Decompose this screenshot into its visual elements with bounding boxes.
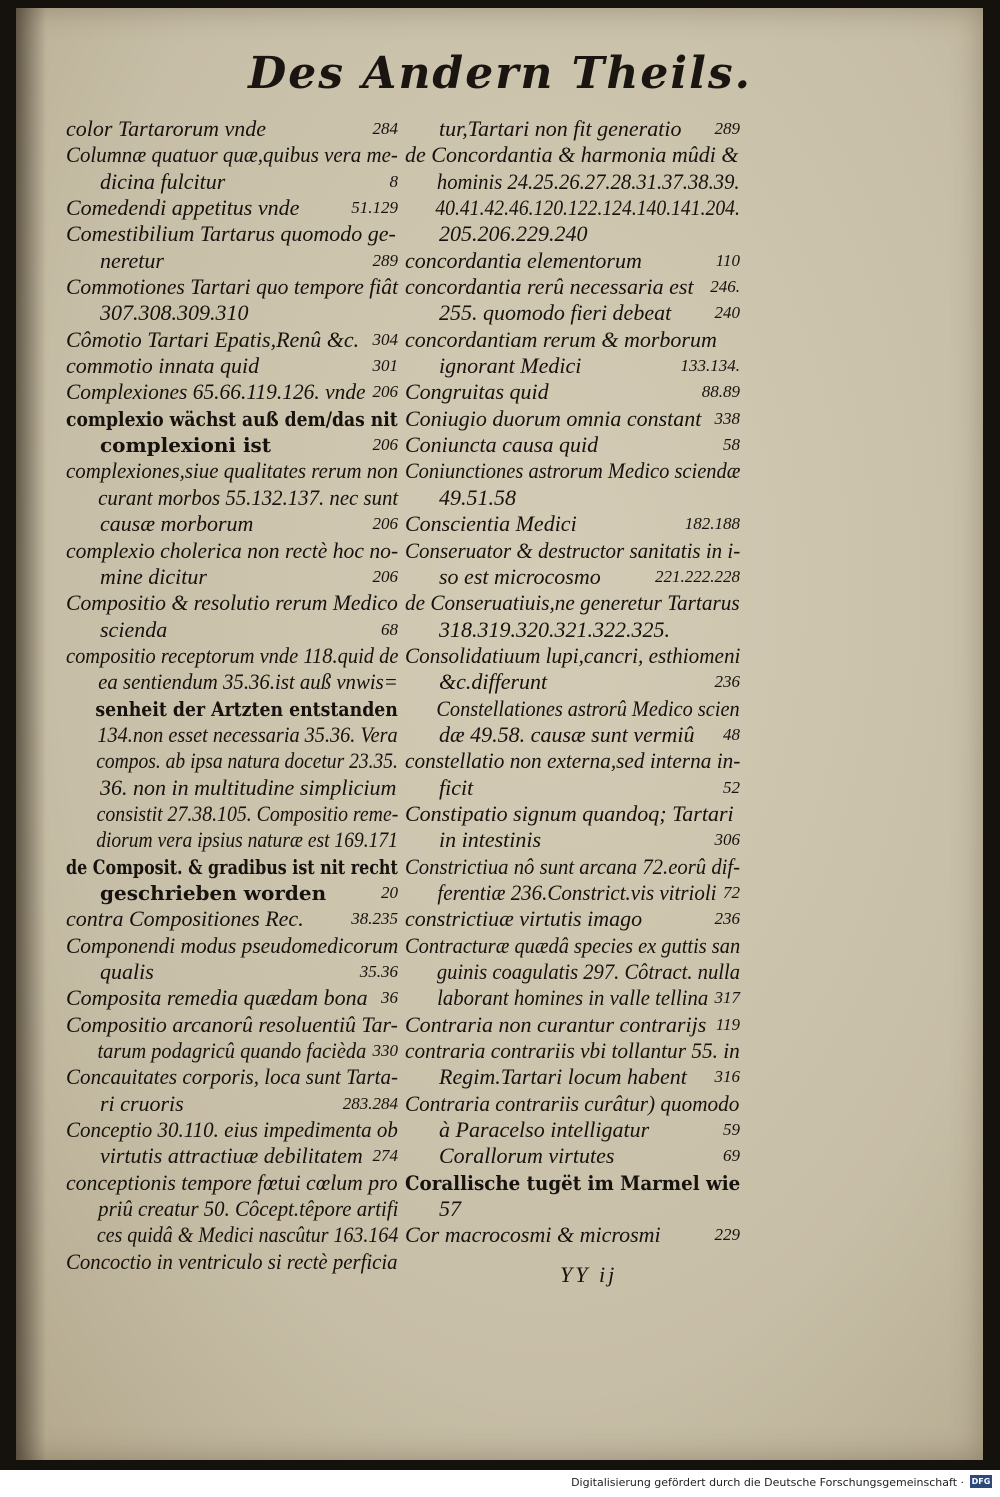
index-entry [66,880,398,906]
index-entry [405,669,740,695]
index-entry [66,985,398,1011]
index-entry [66,1064,398,1090]
index-entry-page-ref: 338 [714,408,740,428]
index-entry [405,643,740,669]
index-entry-text: in intestinis [439,827,542,853]
index-entry-page-ref: 8 [389,171,398,191]
index-entry [66,1143,398,1169]
index-entry [66,248,398,274]
index-entry-page-ref: 236 [714,672,740,692]
index-entry-text: ces quidâ & Medici nascûtur 163.164 [96,1222,399,1248]
index-entry [66,379,398,405]
index-entry-text: Compositio arcanorû resoluentiû Tar- [66,1011,398,1037]
index-entry-page-ref: 51.129 [351,198,398,218]
index-entry-page-ref: 283.284 [342,1093,398,1113]
index-entry [66,1012,398,1038]
index-entry-page-ref: 52 [723,777,740,797]
dfg-logo: DFG [971,1477,991,1486]
index-entry-text: de Conseruatiuis,ne generetur Tartarus [405,590,740,616]
index-entry-text: contraria contrariis vbi tollantur 55. in [405,1038,740,1064]
index-entry-page-ref: 68 [381,619,398,639]
index-entry [405,485,740,511]
index-entry [66,1170,398,1196]
index-entry-text: de Concordantia & harmonia mûdi & [405,142,739,168]
index-entry [405,880,740,906]
index-entry-text: complexio cholerica non rectè hoc no- [66,537,399,563]
index-entry [405,142,740,168]
index-entry [405,406,740,432]
index-entry [405,590,740,616]
index-entry-page-ref: 20 [381,882,398,902]
index-entry [405,854,740,880]
index-entry-text: so est microcosmo [439,563,601,589]
index-entry [405,748,740,774]
index-entry-page-ref: 221.222.228 [655,566,740,586]
index-entry-text: &c.differunt [439,669,548,695]
index-entry [405,169,740,195]
index-entry [405,1196,740,1222]
index-entry [405,1064,740,1090]
index-entry [66,617,398,643]
index-entry [405,906,740,932]
index-entry-text: 307.308.309.310 [100,300,249,326]
index-entry [405,775,740,801]
footer-credit: Digitalisierung gefördert durch die Deutsche Forschungsgemeinschaft · [571,1476,964,1489]
index-entry-text: commotio innata quid [66,353,260,379]
index-entry-text: Contraria contrariis curâtur) quomodo [405,1090,740,1116]
index-entry-text: hominis 24.25.26.27.28.31.37.38.39. [436,168,740,194]
index-entry-page-ref: 284 [372,119,398,138]
index-entry [66,195,398,221]
index-entry-page-ref: 206 [372,435,398,455]
index-entry-text: Coniuncta causa quid [405,432,599,458]
index-entry-text: guinis coagulatis 297. Côtract. nulla [436,959,741,984]
index-entry-text: Corallische tugët im Marmel wie [405,1170,741,1195]
index-entry-text: complexioni ist [100,433,272,458]
index-entry-page-ref: 236 [714,909,740,929]
index-entry-page-ref: 289 [714,119,740,138]
index-entry [66,801,398,827]
index-entry [66,511,398,537]
index-entry-text: ferentiæ 236.Constrict.vis vitrioli [437,879,717,905]
index-entry-text: Consolidatiuum lupi,cancri, esthiomeni [405,642,741,668]
index-entry [66,722,398,748]
index-entry [66,669,398,695]
page-gutter-shadow [16,8,46,1460]
index-entry-text: conceptionis tempore fœtui cœlum pro [66,1169,398,1195]
index-entry-text: 255. quomodo fieri debeat [439,300,672,326]
index-entry-page-ref: 133.134. [680,356,740,376]
index-column-left [66,116,398,1275]
index-entry [405,116,740,142]
index-entry [66,274,398,300]
index-entry [66,458,398,484]
index-entry-text: causæ morborum [100,511,254,537]
index-entry [405,985,740,1011]
index-entry-page-ref: 206 [372,566,398,586]
index-entry [66,300,398,326]
index-entry [66,775,398,801]
index-entry-text: 134.non esset necessaria 35.36. Vera [97,721,398,747]
index-entry-text: ignorant Medici [439,353,582,379]
index-entry-page-ref: 88.89 [701,382,740,402]
index-entry [405,511,740,537]
index-entry-page-ref: 48 [723,724,740,744]
index-entry [405,432,740,458]
index-entry-text: Cômotio Tartari Epatis,Renû &c. [66,326,360,352]
index-entry [66,116,398,142]
index-entry [405,933,740,959]
index-entry-text: Compositio & resolutio rerum Medico [66,590,398,616]
index-entry [405,1222,740,1248]
index-entry-text: 40.41.42.46.120.122.124.140.141.204. [435,195,740,221]
index-entry [66,1249,398,1275]
index-entry-page-ref: 240 [714,303,740,323]
index-entry-text: geschrieben worden [100,880,327,905]
index-entry [405,564,740,590]
index-entry-page-ref: 304 [372,329,398,349]
index-entry-page-ref: 206 [372,382,398,402]
index-entry [405,722,740,748]
index-entry [66,538,398,564]
index-entry [405,274,740,300]
index-entry-page-ref: 316 [714,1067,740,1087]
index-entry-page-ref: 246. [710,277,740,297]
index-entry [405,827,740,853]
index-entry [66,432,398,458]
index-entry-text: consistit 27.38.105. Compositio reme- [96,800,399,826]
index-entry [66,643,398,669]
index-entry [66,1117,398,1143]
index-entry-text: concordantiam rerum & morborum [405,326,717,352]
index-entry [405,300,740,326]
index-entry-text: Regim.Tartari locum habent [439,1064,687,1090]
index-entry-text: Contraria non curantur contrarijs [405,1011,707,1037]
index-entry [66,748,398,774]
index-entry [66,590,398,616]
index-entry-text: Coniunctiones astrorum Medico sciendæ [405,458,741,484]
index-entry [405,221,740,247]
index-entry-text: de Composit. & gradibus ist nit recht [66,854,398,879]
index-entry [405,801,740,827]
index-entry-text: 318.319.320.321.322.325. [439,616,670,642]
index-entry [405,195,740,221]
index-entry-text: Corallorum virtutes [439,1143,615,1169]
index-column-right [405,116,740,1249]
index-entry [405,248,740,274]
index-entry-text: concordantia rerû necessaria est [405,274,694,300]
index-entry-page-ref: 110 [715,250,740,270]
index-entry [66,353,398,379]
index-entry-text: à Paracelso intelligatur [439,1117,650,1143]
index-entry [405,696,740,722]
index-entry-page-ref: 72 [723,882,740,902]
index-entry [66,327,398,353]
index-entry-text: ficit [439,774,474,800]
index-entry-text: Constrictiua nô sunt arcana 72.eorû dif- [405,853,741,879]
index-entry-text: Constellationes astrorû Medico scien [436,695,740,721]
index-entry-text: constrictiuæ virtutis imago [405,906,643,932]
index-entry-text: mine dicitur [100,563,207,589]
index-entry-text: compositio receptorum vnde 118.quid de [66,642,399,668]
index-entry-text: Commotiones Tartari quo tempore fiât [66,274,399,300]
index-entry-text: qualis [100,959,154,984]
index-entry [66,1196,398,1222]
running-head: Des Andern Theils. [248,48,752,99]
index-entry [405,1170,740,1196]
index-entry [66,933,398,959]
index-entry-page-ref: 206 [372,514,398,534]
index-entry-text: Concauitates corporis, loca sunt Tarta- [66,1064,399,1090]
index-entry-text: 49.51.58 [439,484,516,510]
index-entry-page-ref: 36 [381,988,398,1008]
index-entry-text: Conscientia Medici [405,511,577,537]
index-entry [66,564,398,590]
index-entry [405,379,740,405]
index-entry-page-ref: 306 [714,830,740,850]
index-entry-text: Conceptio 30.110. eius impedimenta ob [66,1117,398,1143]
index-entry-page-ref: 229 [714,1225,740,1245]
index-entry-text: priû creatur 50. Côcept.têpore artifi [98,1196,399,1222]
index-entry-page-ref: 317 [714,988,740,1008]
index-entry [405,1117,740,1143]
index-entry [66,142,398,168]
index-entry-page-ref: 119 [715,1014,740,1034]
index-entry-text: ri cruoris [100,1090,184,1116]
index-entry [405,1012,740,1038]
index-entry [66,1038,398,1064]
index-entry [66,169,398,195]
index-entry [405,538,740,564]
index-entry-text: Comedendi appetitus vnde [66,195,300,221]
index-entry-text: senheit der Artzten entstanden [95,696,398,721]
index-entry [66,696,398,722]
index-entry-text: Contracturæ quædâ species ex guttis san [405,932,741,958]
index-entry-text: 57 [439,1196,461,1222]
index-entry-page-ref: 182.188 [684,514,740,534]
index-entry-text: 36. non in multitudine simplicium [100,774,397,800]
index-entry-text: tur,Tartari non fit generatio [439,116,682,141]
index-entry-text: neretur [100,247,164,273]
index-entry-text: Coniugio duorum omnia constant [405,405,702,431]
index-entry-text: Comestibilium Tartarus quomodo ge- [66,221,396,247]
index-entry-text: diorum vera ipsius naturæ est 169.171 [96,827,398,853]
index-entry [66,827,398,853]
index-entry-text: Congruitas quid [405,379,549,405]
index-entry-page-ref: 289 [372,250,398,270]
index-entry [405,1143,740,1169]
signature-mark: YY ij [560,1262,618,1287]
index-entry-text: complexio wächst auß dem/das nit [66,406,398,431]
index-entry-text: tarum podagricû quando facièda [97,1038,367,1064]
index-entry [405,1091,740,1117]
index-entry-text: Composita remedia quædam bona [66,985,368,1011]
index-entry-text: curant morbos 55.132.137. nec sunt [98,484,399,510]
index-entry [66,1222,398,1248]
index-entry [405,959,740,985]
index-entry-page-ref: 301 [372,356,398,376]
index-entry [66,221,398,247]
index-entry-text: Cor macrocosmi & microsmi [405,1222,661,1248]
index-entry [66,1091,398,1117]
index-entry [405,1038,740,1064]
index-entry-page-ref: 35.36 [359,962,398,981]
index-entry-text: Concoctio in ventriculo si rectè perficia [66,1248,398,1274]
index-entry-page-ref: 330 [372,1041,398,1061]
index-entry-text: 205.206.229.240 [439,221,588,247]
index-entry [66,854,398,880]
index-entry-text: Conseruator & destructor sanitatis in i- [405,537,741,563]
index-entry [405,617,740,643]
index-entry-text: laborant homines in valle tellina [437,985,709,1011]
index-entry-text: concordantia elementorum [405,247,642,273]
index-entry-text: dicina fulcitur [100,168,226,194]
index-entry [66,485,398,511]
index-entry [66,906,398,932]
index-entry-text: color Tartarorum vnde [66,116,267,141]
index-entry-text: compos. ab ipsa natura docetur 23.35. [96,748,398,774]
index-entry-page-ref: 59 [723,1120,740,1140]
index-entry-text: virtutis attractiuæ debilitatem [100,1143,363,1169]
index-entry [405,327,740,353]
index-entry-page-ref: 274 [372,1146,398,1166]
index-entry [405,353,740,379]
index-entry-text: constellatio non externa,sed interna in- [405,748,741,774]
index-entry-page-ref: 58 [723,435,740,455]
index-entry [405,458,740,484]
index-entry-text: dæ 49.58. causæ sunt vermiû [439,721,695,747]
index-entry-text: complexiones,siue qualitates rerum non [66,458,399,484]
index-entry-page-ref: 69 [723,1146,740,1166]
index-entry-text: contra Compositiones Rec. [66,906,304,932]
index-entry-page-ref: 38.235 [351,909,398,929]
index-entry-text: ea sentiendum 35.36.ist auß vnwis= [98,669,398,695]
index-entry-text: Constipatio signum quandoq; Tartari [405,800,734,826]
index-entry-text: Complexiones 65.66.119.126. vnde [66,379,366,405]
index-entry-text: Componendi modus pseudomedicorum [66,932,399,958]
index-entry [66,406,398,432]
index-entry [66,959,398,985]
index-entry-text: scienda [100,616,168,642]
index-entry-text: Columnæ quatuor quæ,quibus vera me- [66,142,398,168]
